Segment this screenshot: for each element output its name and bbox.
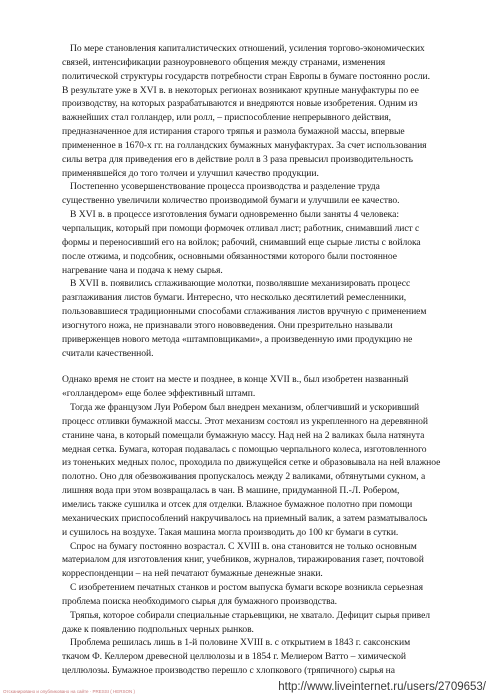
text-line: предназначенное для истирания старого тряпья и размола бумажной массы, впервые — [62, 126, 405, 138]
text-line: приверженцев нового метода «штамповщиками», а произведенную ими продукцию не — [62, 333, 413, 345]
text-line: процесс отливки бумажной массы. Этот механизм состоял из укрепленного на деревянной — [62, 415, 428, 427]
text-line: В XVII в. появились сглаживающие молотки, позволявшие механизировать процесс — [70, 278, 411, 290]
text-line: проблема поиска необходимого сырья для бумажного производства. — [62, 595, 338, 607]
text-line: разглаживания листов бумаги. Интересно, что несколько десятилетий ремесленники, — [62, 292, 407, 304]
paragraph-gap — [62, 360, 460, 373]
text-line: существенно увеличили количество производимой бумаги и улучшили ее качество. — [62, 195, 400, 207]
text-line: материалом для изготовления книг, учебников, журналов, тиражирования газет, почтовой — [62, 554, 424, 566]
text-line: даже к появлению подпольных черных рынков. — [62, 623, 254, 635]
text-line: корреспонденции – на ней печатают бумажные денежные знаки. — [62, 568, 323, 580]
text-line: Постепенно усовершенствование процесса производства и разделение труда — [70, 181, 380, 193]
text-line: важнейших стал голландер, или ролл, – приспособление непрерывного действия, — [62, 112, 391, 124]
text-line: медная сетка. Бумага, которая подавалась с помощью черпального колеса, изготовленного — [62, 443, 427, 455]
text-line: Тогда же французом Луи Робером был внедрен механизм, облегчивший и ускоривший — [70, 402, 420, 414]
text-line: В XVI в. в процессе изготовления бумаги одновременно были заняты 4 человека: — [70, 209, 399, 221]
text-line: формы и переносивший его на войлок; рабочий, снимавший еще сырые листы с войлока — [62, 236, 421, 248]
text-line: политической структуры государств потребности стран Европы в бумаге постоянно росли. — [62, 70, 430, 82]
text-line: применявшейся до того толчеи и улучшил качество продукции. — [62, 167, 319, 179]
text-line: и сушилось на воздухе. Такая машина могла производить до 100 кг бумаги в сутки. — [62, 526, 399, 538]
body-text — [62, 42, 460, 678]
text-line: В результате уже в XVI в. в некоторых регионах возникают крупные мануфактуры по ее — [62, 84, 419, 96]
text-line: целлюлозы. Бумажное производство перешло с хлопкового (тряпичного) сырья на — [62, 665, 395, 677]
text-line: после отжима, и подсобник, основными обязанностями которого были постоянное — [62, 250, 397, 262]
text-line: связей, интенсификации разноуровневого общения между странами, изменения — [62, 56, 386, 68]
text-line: производству, на которых разрабатываются и внедряются новые изобретения. Одним из — [62, 98, 418, 110]
text-line: По мере становления капиталистических отношений, усиления торгово-экономических — [70, 43, 425, 54]
text-line: имелись также сушилка и отсек для отделки. Влажное бумажное полотно при помощи — [62, 499, 413, 510]
text-line: черпальщик, который при помощи формочек отливал лист; работник, снимавший лист с — [62, 222, 420, 234]
text-line: Тряпья, которое собирали специальные старьевщики, не хватало. Дефицит сырья привел — [70, 609, 431, 621]
text-line: Проблема решилась лишь в 1-й половине XVIII в. с открытием в 1843 г. саксонским — [70, 637, 411, 649]
text-line: С изобретением печатных станков и ростом выпуска бумаги вскоре возникла серьезная — [70, 582, 423, 594]
text-line: пользовавшиеся традиционными способами сглаживания листов вручную с применением — [62, 306, 427, 318]
text-line: изогнутого ножа, не признавали этого нововведения. Они презрительно называли — [62, 319, 393, 331]
text-line: примененное в 1670-х гг. на голландских бумажных мануфактурах. За счет использования — [62, 139, 427, 151]
text-line: полотно. Оно для обезвоживания пропускалось между 2 валиками, обтянутыми сукном, а — [62, 471, 426, 483]
text-line: нагревание чана и подача к нему сырья. — [62, 264, 223, 276]
text-line: из тоненьких медных полос, проходила по движущейся сетке и образовывала на ней влажное — [62, 457, 441, 469]
text-line: лишняя вода при этом возвращалась в чан. В машине, придуманной П.-Л. Робером, — [62, 485, 400, 497]
text-line: считали качественной. — [62, 347, 154, 359]
text-line: «голландером» еще более эффективный штамп. — [62, 388, 256, 400]
source-url-link[interactable]: http://www.liveinternet.ru/users/2709653/ — [278, 681, 486, 693]
text-line: станине чана, в который помещали бумажную массу. Над ней на 2 валиках была натянута — [62, 429, 425, 441]
text-line: силы ветра для приведения его в действие ролл в 3 раза превысил производительность — [62, 153, 413, 165]
text-line: Однако время не стоит на месте и позднее, в конце XVII в., был изобретен названный — [62, 374, 409, 386]
text-line: механических приспособлений накручивалось на приемный валик, а затем разматывалось — [62, 512, 428, 524]
text-line: Спрос на бумагу постоянно возрастал. С XVIII в. она становится не только основным — [70, 540, 417, 552]
scan-credit-note: Отсканировано и опубликовано на сайте · PRESSI ( HERSON ) — [3, 689, 136, 694]
text-line: ткачом Ф. Келлером древесной целлюлозы и в 1854 г. Мелиером Ватто – химической — [62, 651, 407, 663]
